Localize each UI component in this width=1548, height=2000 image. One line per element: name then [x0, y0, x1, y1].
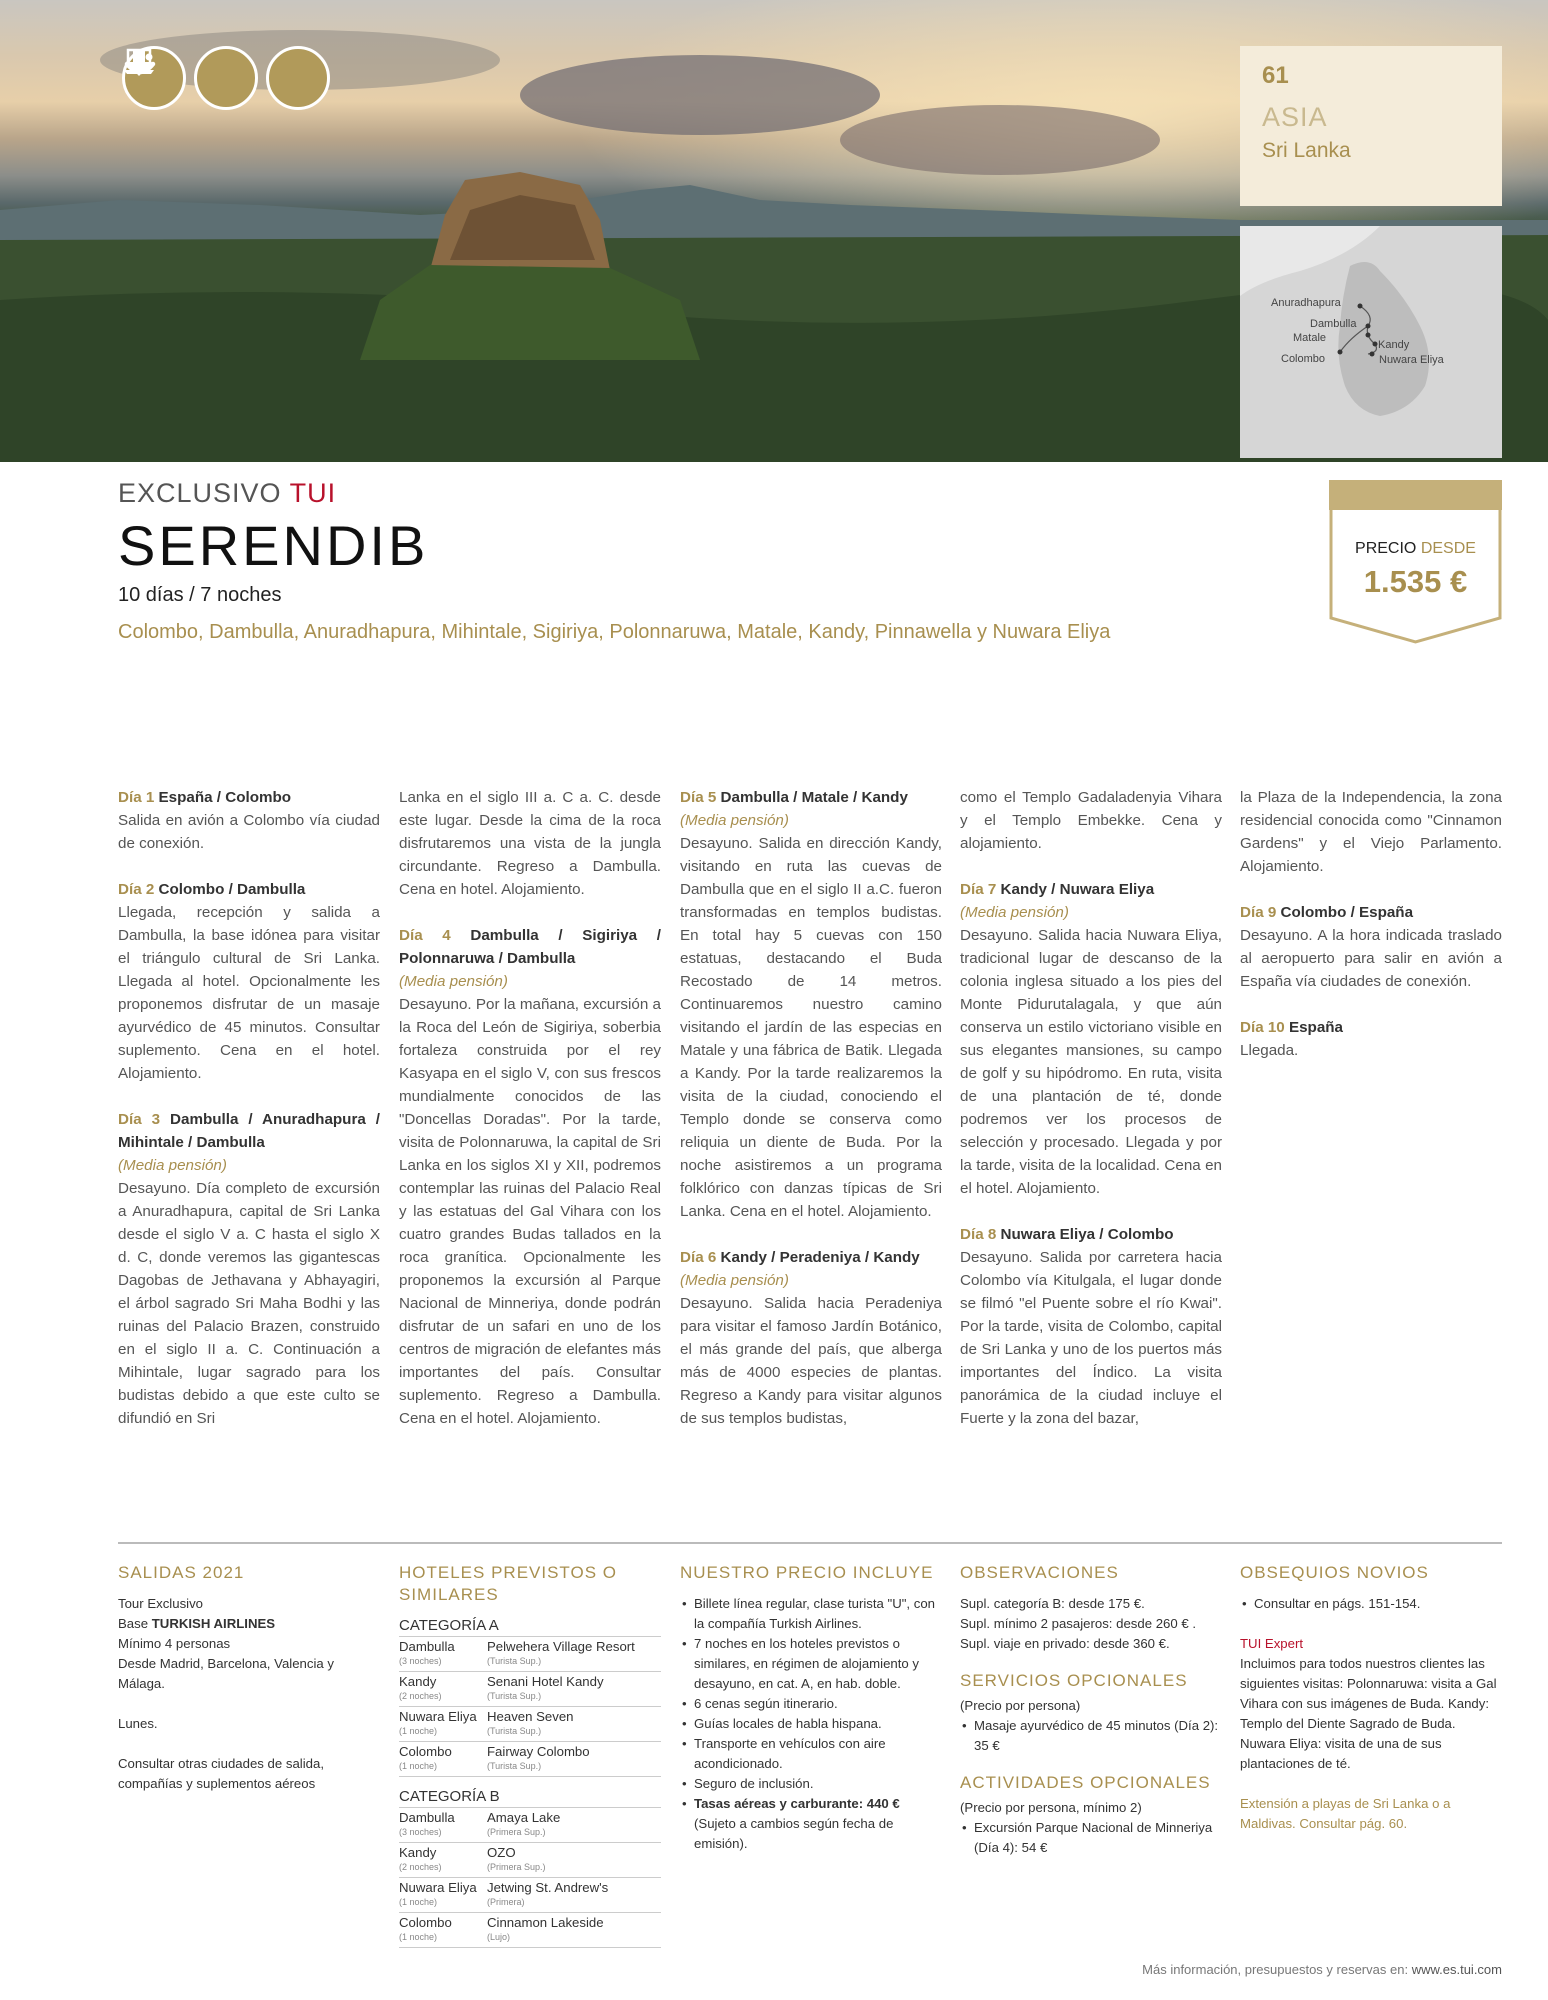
tour-type: Tour Exclusivo [118, 1596, 204, 1611]
hotel-city: Nuwara Eliya [399, 1880, 477, 1895]
day-label: Día 2 [118, 881, 155, 898]
hotel-city-cell [399, 1639, 487, 1669]
day-title: Colombo / España [1280, 904, 1414, 921]
base-airline [118, 1614, 380, 1634]
hotel-nights: (1 noche) [399, 1726, 438, 1736]
consult-note: Consultar otras ciudades de salida, compañías y suplementos aéreos [118, 1756, 324, 1791]
hotel-nights: (3 noches) [399, 1827, 442, 1837]
hotel-name: Amaya Lake [487, 1810, 561, 1825]
destination-box [1240, 46, 1502, 206]
hotel-city-cell [399, 1744, 487, 1774]
price-badge-shape [1329, 480, 1502, 644]
day-text: Desayuno. Salida por carretera hacia Colombo vía Kitulgala, el lugar donde se filmó "el Puente sobre el río Kwai". Por la tarde, visita de Colombo, capital de Sri Lanka y uno de los puertos más importantes del Índico. La visita panorámica de la ciudad incluye el Fuerte y la zona del bazar, [960, 1249, 1222, 1427]
hotel-name-cell [487, 1810, 661, 1840]
map-city-kandy: Kandy [1378, 339, 1410, 351]
hotel-name-cell [487, 1880, 661, 1910]
hotel-name: Heaven Seven [487, 1709, 574, 1724]
observaciones-section [960, 1562, 1222, 1858]
category-a-table [399, 1637, 661, 1777]
salidas-heading: SALIDAS 2021 [118, 1563, 245, 1582]
hotel-name-cell [487, 1915, 661, 1945]
price-label-text: PRECIO [1355, 540, 1417, 557]
day-text: Desayuno. Salida hacia Nuwara Eliya, tradicional lugar de descanso de la colonia inglesa situado a los pies del Monte Pidurutalagala, y que aún conserva un estilo victoriano visible en sus elegantes mansiones, su campo de golf y su hipódromo. En ruta, visita de una plantación de té, donde podremos ver los procesos de selección y procesado. Llegada y por la tarde, visita de la localidad. Cena en el hotel. Alojamiento. [960, 927, 1222, 1197]
list-item: • Consultar en págs. 151-154. [1240, 1594, 1502, 1614]
itinerary-column-2 [399, 786, 661, 1453]
hotel-city: Kandy [399, 1845, 437, 1860]
hotel-row [399, 1742, 661, 1777]
incluye-heading: NUESTRO PRECIO INCLUYE [680, 1563, 934, 1582]
hotel-category: (Turista Sup.) [487, 1656, 542, 1666]
day-text: Desayuno. Por la mañana, excursión a la Roca del León de Sigiriya, soberbia fortaleza construida por el rey Kasyapa en el siglo V, con sus frescos mundialmente conocidos de las "Doncellas Doradas". Por la tarde, visita de Polonnaruwa, la capital de Sri Lanka en los siglos XI y XII, podremos contemplar las ruinas del Palacio Real y las estatuas del Gal Vihara con los cuatro grandes Budas tallados en la roca granítica. Opcionalmente les proponemos la excursión al Parque Nacional de Minneriya, donde podrán disfrutar de un safari en uno de los centros de migración de elefantes más importantes del país. Consultar suplemento. Regreso a Dambulla. Cena en el hotel. Alojamiento. [399, 996, 661, 1427]
day-title: Dambulla / Anuradhapura / Mihintale / Dambulla [118, 1111, 380, 1151]
day-3 [118, 1108, 380, 1430]
hotel-nights: (2 noches) [399, 1862, 442, 1872]
hotel-city: Dambulla [399, 1810, 455, 1825]
download-icon [194, 46, 258, 110]
hoteles-section [399, 1562, 661, 1948]
observaciones-lines [960, 1594, 1222, 1654]
hotel-name-cell [487, 1744, 661, 1774]
hotel-row [399, 1808, 661, 1843]
tui-expert-title: TUI Expert [1240, 1636, 1304, 1651]
day-8-continued [1240, 786, 1502, 878]
observacion-line: Supl. viaje en privado: desde 360 €. [960, 1636, 1170, 1651]
day-6-continued [960, 786, 1222, 855]
day-10 [1240, 1016, 1502, 1062]
hotel-name: Senani Hotel Kandy [487, 1674, 604, 1689]
hotel-city: Colombo [399, 1744, 452, 1759]
itinerary-column-3 [680, 786, 942, 1453]
day-text: Desayuno. Salida hacia Peradeniya para visitar el famoso Jardín Botánico, el más grande del país, que alberga más de 4000 especies de plantas. Regreso a Kandy para visitar algunos de sus templos budistas, [680, 1295, 942, 1427]
footer-text: Más información, presupuestos y reservas en: [1142, 1962, 1409, 1977]
hotel-name-cell [487, 1845, 661, 1875]
category-b-table [399, 1808, 661, 1948]
list-item: • 6 cenas según itinerario. [680, 1694, 942, 1714]
route-map [1240, 226, 1502, 458]
servicios-note: (Precio por persona) [960, 1698, 1081, 1713]
departure-days: Lunes. [118, 1716, 158, 1731]
day-label: Día 9 [1240, 904, 1277, 921]
tour-title: SERENDIB [118, 514, 429, 577]
day-text: Salida en avión a Colombo vía ciudad de conexión. [118, 812, 380, 852]
day-text: Desayuno. A la hora indicada traslado al aeropuerto para salir en avión a España vía ciudades de conexión. [1240, 927, 1502, 990]
day-text: Llegada. [1240, 1042, 1299, 1059]
section-divider [118, 1542, 1502, 1544]
hotel-row [399, 1843, 661, 1878]
tour-duration: 10 días / 7 noches [118, 584, 282, 606]
meal-plan: (Media pensión) [118, 1157, 227, 1174]
observacion-line: Supl. mínimo 2 pasajeros: desde 260 € . [960, 1616, 1197, 1631]
hotel-nights: (3 noches) [399, 1656, 442, 1666]
airline-name: TURKISH AIRLINES [151, 1616, 276, 1631]
obsequios-list [1240, 1594, 1502, 1614]
day-7 [960, 878, 1222, 1200]
country-label: Sri Lanka [1262, 139, 1351, 162]
hotel-row [399, 1707, 661, 1742]
base-prefix: Base [118, 1616, 149, 1631]
day-title: Dambulla / Sigiriya / Polonnaruwa / Dambulla [399, 927, 661, 967]
day-label: Día 5 [680, 789, 717, 806]
itinerary-column-1 [118, 786, 380, 1453]
hotel-city: Nuwara Eliya [399, 1709, 477, 1724]
day-label: Día 3 [118, 1111, 161, 1128]
tasas-note: (Sujeto a cambios según fecha de emisión). [694, 1816, 894, 1851]
list-item: • Billete línea regular, clase turista "U", con la compañía Turkish Airlines. [680, 1594, 942, 1634]
hotel-city: Colombo [399, 1915, 452, 1930]
day-title: Colombo / Dambulla [158, 881, 306, 898]
servicios-heading: SERVICIOS OPCIONALES [960, 1671, 1188, 1690]
observacion-line: Supl. categoría B: desde 175 €. [960, 1596, 1145, 1611]
category-b-heading: CATEGORÍA B [399, 1787, 661, 1808]
obsequios-heading: OBSEQUIOS NOVIOS [1240, 1563, 1429, 1582]
list-item [680, 1794, 942, 1854]
hotel-row [399, 1878, 661, 1913]
hotel-city-cell [399, 1880, 487, 1910]
obsequios-section [1240, 1562, 1502, 1834]
observaciones-heading: OBSERVACIONES [960, 1563, 1119, 1582]
day-title: Nuwara Eliya / Colombo [1000, 1226, 1174, 1243]
day-title: Kandy / Peradeniya / Kandy [720, 1249, 920, 1266]
tasas-list [680, 1794, 942, 1854]
extension-note: Extensión a playas de Sri Lanka o a Maldivas. Consultar pág. 60. [1240, 1796, 1451, 1831]
day-9 [1240, 901, 1502, 993]
meal-plan: (Media pensión) [960, 904, 1069, 921]
hotel-nights: (1 noche) [399, 1897, 438, 1907]
servicios-list [960, 1716, 1222, 1756]
day-label: Día 8 [960, 1226, 997, 1243]
category-a-heading: CATEGORÍA A [399, 1616, 661, 1637]
meal-plan: (Media pensión) [680, 812, 789, 829]
actividades-list [960, 1818, 1222, 1858]
hotel-nights: (2 noches) [399, 1691, 442, 1701]
day-3-continued [399, 786, 661, 901]
day-title: Dambulla / Matale / Kandy [720, 789, 908, 806]
departure-cities: Desde Madrid, Barcelona, Valencia y Málaga. [118, 1656, 334, 1691]
day-title: España / Colombo [158, 789, 292, 806]
hotel-city-cell [399, 1709, 487, 1739]
itinerary-column-4 [960, 786, 1222, 1453]
sri-lanka-map-illustration [1240, 226, 1502, 458]
day-label: Día 10 [1240, 1019, 1285, 1036]
map-city-nuwara-eliya: Nuwara Eliya [1379, 354, 1444, 366]
hotel-category: (Primera) [487, 1897, 525, 1907]
hotel-row [399, 1913, 661, 1948]
tour-header [118, 478, 1110, 644]
tui-expert-text: Incluimos para todos nuestros clientes las siguientes visitas: Polonnaruwa: visita a Gal Vihara con sus imágenes de Buda. Kandy: Templo del Diente Sagrado de Buda. Nuwara Eliya: visita de una de sus plantaciones de té. [1240, 1656, 1497, 1771]
day-text: Desayuno. Salida en dirección Kandy, visitando en ruta las cuevas de Dambulla que en el siglo II a.C. fueron transformadas en templos budistas. En total hay 5 cuevas con 150 estatuas, destacando el Buda Recostado de 14 metros. Continuaremos nuestro camino visitando el jardín de las especias en Matale y una fábrica de Batik. Llegada a Kandy. Por la tarde realizaremos la visita de la ciudad, conociendo el Templo donde se conserva como reliquia un diente de Buda. Por la noche asistiremos a un programa folklórico con danzas típicas de Sri Lanka. Cena en el hotel. Alojamiento. [680, 835, 942, 1220]
map-city-colombo: Colombo [1281, 353, 1326, 365]
hotel-city: Kandy [399, 1674, 437, 1689]
itinerary-column-5 [1240, 786, 1502, 1085]
exclusive-text: EXCLUSIVO [118, 478, 282, 508]
hotel-city-cell [399, 1810, 487, 1840]
hotel-category: (Turista Sup.) [487, 1726, 542, 1736]
footer [1142, 1962, 1502, 1977]
price-value: 1.535 € [1363, 564, 1468, 599]
price-label [1329, 540, 1502, 558]
hotel-category: (Turista Sup.) [487, 1761, 542, 1771]
tour-route: Colombo, Dambulla, Anuradhapura, Mihintale, Sigiriya, Polonnaruwa, Matale, Kandy, Pinnawella y Nuwara Eliya [118, 621, 1111, 643]
region-label: ASIA [1262, 102, 1328, 132]
list-item: • Guías locales de habla hispana. [680, 1714, 942, 1734]
map-city-matale: Matale [1293, 332, 1327, 344]
hotel-row [399, 1637, 661, 1672]
hotel-category: (Lujo) [487, 1932, 511, 1942]
hotel-category: (Primera Sup.) [487, 1862, 546, 1872]
hotel-name: OZO [487, 1845, 516, 1860]
hotel-category: (Turista Sup.) [487, 1691, 542, 1701]
hotel-city: Dambulla [399, 1639, 455, 1654]
list-item: • Seguro de inclusión. [680, 1774, 942, 1794]
day-title: España [1288, 1019, 1344, 1036]
tasas-text: Tasas aéreas y carburante: 440 € [694, 1796, 900, 1811]
actividades-heading: ACTIVIDADES OPCIONALES [960, 1773, 1211, 1792]
hotel-name: Cinnamon Lakeside [487, 1915, 604, 1930]
page-number: 61 [1262, 62, 1289, 89]
day-text: Desayuno. Día completo de excursión a Anuradhapura, capital de Sri Lanka desde el siglo V a. C hasta el siglo X d. C, donde veremos las gigantescas Dagobas de Jethavana y Abhayagiri, el árbol sagrado Sri Maha Bodhi y las ruinas del Palacio Brazen, construido en el siglo II a. C. Continuación a Mihintale, lugar sagrado para los budistas debido a que este culto se difundió en Sri [118, 1180, 380, 1427]
day-label: Día 4 [399, 927, 451, 944]
day-text: como el Templo Gadaladenyia Vihara y el Templo Embekke. Cena y alojamiento. [960, 789, 1222, 852]
hotel-city-cell [399, 1674, 487, 1704]
hotel-name: Pelwehera Village Resort [487, 1639, 635, 1654]
day-text: Lanka en el siglo III a. C a. C. desde este lugar. Desde la cima de la roca disfrutaremos una vista de la jungla circundante. Regreso a Dambulla. Cena en hotel. Alojamiento. [399, 789, 661, 898]
map-city-dambulla: Dambulla [1310, 318, 1357, 330]
hotel-name-cell [487, 1674, 661, 1704]
day-label: Día 6 [680, 1249, 717, 1266]
exclusive-label [118, 478, 1110, 509]
hotel-name: Fairway Colombo [487, 1744, 590, 1759]
day-label: Día 1 [118, 789, 155, 806]
meal-plan: (Media pensión) [680, 1272, 789, 1289]
hotel-name-cell [487, 1709, 661, 1739]
day-6 [680, 1246, 942, 1430]
map-city-anuradhapura: Anuradhapura [1271, 297, 1341, 309]
brand-tui: TUI [289, 478, 337, 508]
hotel-name-cell [487, 1639, 661, 1669]
day-2 [118, 878, 380, 1085]
list-item: • Transporte en vehículos con aire acondicionado. [680, 1734, 942, 1774]
hoteles-heading: HOTELES PREVISTOS O SIMILARES [399, 1563, 618, 1604]
hotel-nights: (1 noche) [399, 1932, 438, 1942]
hotel-category: (Primera Sup.) [487, 1827, 546, 1837]
list-item: • Excursión Parque Nacional de Minneriya (Día 4): 54 € [960, 1818, 1222, 1858]
hotel-row [399, 1672, 661, 1707]
day-text: Llegada, recepción y salida a Dambulla, la base idónea para visitar el triángulo cultural de Sri Lanka. Llegada al hotel. Opcionalmente les proponemos disfrutar de un masaje ayurvédico de 45 minutos. Consultar suplemento. Cena en el hotel. Alojamiento. [118, 904, 380, 1082]
price-badge [1329, 480, 1502, 644]
day-title: Kandy / Nuwara Eliya [1000, 881, 1155, 898]
day-4 [399, 924, 661, 1430]
list-item: • Masaje ayurvédico de 45 minutos (Día 2): 35 € [960, 1716, 1222, 1756]
hotel-city-cell [399, 1845, 487, 1875]
hotel-city-cell [399, 1915, 487, 1945]
price-from-text: DESDE [1420, 540, 1476, 557]
day-text: la Plaza de la Independencia, la zona residencial conocida como "Cinnamon Gardens" y el Viejo Parlamento. Alojamiento. [1240, 789, 1502, 875]
feature-icons [122, 46, 330, 110]
incluye-list [680, 1594, 942, 1794]
meal-plan: (Media pensión) [399, 973, 508, 990]
salidas-section [118, 1562, 380, 1794]
incluye-section [680, 1562, 942, 1854]
hotel-nights: (1 noche) [399, 1761, 438, 1771]
list-item: • 7 noches en los hoteles previstos o similares, en régimen de alojamiento y desayuno, en cat. A, en hab. doble. [680, 1634, 942, 1694]
smile-icon [266, 46, 330, 110]
minimum-people: Mínimo 4 personas [118, 1636, 231, 1651]
footer-url[interactable]: www.es.tui.com [1411, 1962, 1502, 1977]
hotel-name: Jetwing St. Andrew's [487, 1880, 609, 1895]
day-8 [960, 1223, 1222, 1430]
day-label: Día 7 [960, 881, 997, 898]
actividades-note: (Precio por persona, mínimo 2) [960, 1800, 1142, 1815]
day-5 [680, 786, 942, 1223]
day-1 [118, 786, 380, 855]
